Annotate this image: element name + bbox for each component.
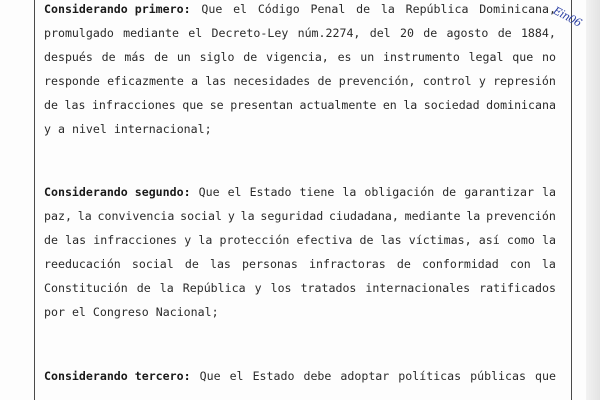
word: la <box>466 209 481 223</box>
word: efectiva <box>296 233 353 247</box>
word: seguridad <box>260 209 324 223</box>
word: políticas <box>398 369 462 383</box>
word: la <box>541 233 556 247</box>
word: internacionales <box>365 281 471 295</box>
word: mediante <box>123 26 179 40</box>
word: y <box>478 74 486 88</box>
word: la <box>77 209 92 223</box>
word: infracciones <box>93 233 178 247</box>
word: reeducación <box>44 257 121 271</box>
word: 20 <box>399 26 414 40</box>
paragraph-line <box>44 183 556 207</box>
word: ratificados <box>479 281 556 295</box>
word: un <box>176 50 191 64</box>
word: Que <box>199 369 221 383</box>
word: República <box>182 281 246 295</box>
paragraph-line <box>44 279 556 303</box>
word: Estado <box>252 369 295 383</box>
right-margin-rule <box>571 0 572 400</box>
word: como <box>506 233 535 247</box>
word: la <box>198 233 213 247</box>
word: a <box>57 122 65 136</box>
word: Estado <box>249 185 292 199</box>
word: garantizar <box>464 185 534 199</box>
word: eficazmente <box>107 74 184 88</box>
word: prevención <box>486 209 556 223</box>
word: así <box>478 233 500 247</box>
word: Que <box>198 185 220 199</box>
word: conformidad <box>421 257 499 271</box>
word: social <box>180 209 222 223</box>
word: el <box>233 2 248 16</box>
word: mediante <box>404 209 461 223</box>
word: las <box>64 98 86 112</box>
word: sociedad <box>423 98 480 112</box>
word: la <box>240 209 255 223</box>
word: un <box>360 50 375 64</box>
word: se <box>209 98 224 112</box>
word: infracciones <box>91 98 176 112</box>
word: de <box>356 2 371 16</box>
word: de <box>442 185 457 199</box>
word: de <box>44 233 58 247</box>
word: 1884, <box>520 26 556 40</box>
paragraph-line <box>44 367 556 391</box>
word: Código <box>257 2 300 16</box>
paragraph-line <box>44 231 556 255</box>
paragraph-considerando-tercero <box>44 367 556 391</box>
word: después <box>44 50 93 64</box>
word: la <box>403 98 418 112</box>
word: por <box>44 305 65 319</box>
word: República <box>405 2 469 16</box>
word: la <box>541 257 556 271</box>
word: de <box>359 233 374 247</box>
word: la <box>159 281 174 295</box>
word: de <box>136 281 151 295</box>
word: debe <box>303 369 332 383</box>
word: y <box>227 209 235 223</box>
word: el <box>227 185 242 199</box>
word: Que <box>201 2 223 16</box>
word: Constitución <box>44 281 128 295</box>
word: convivencia <box>97 209 175 223</box>
word: de <box>154 50 169 64</box>
word: ciudadana, <box>329 209 399 223</box>
paragraph-line <box>44 207 556 231</box>
left-margin-rule <box>34 0 35 400</box>
word: es <box>337 50 352 64</box>
word: tratados <box>300 281 357 295</box>
word: y <box>44 122 51 136</box>
word: que <box>182 98 204 112</box>
word: represión <box>493 74 556 88</box>
word: y <box>184 233 192 247</box>
word: protección <box>219 233 290 247</box>
paragraph-line <box>44 96 556 120</box>
word: infractoras <box>308 257 386 271</box>
word: que <box>512 50 534 64</box>
word: dominicana <box>486 98 556 112</box>
word: Congreso <box>92 305 149 319</box>
word: internacional; <box>113 122 212 136</box>
word: presentan <box>230 98 294 112</box>
word: Dominicana, <box>479 2 556 16</box>
word: con <box>509 257 531 271</box>
word: no <box>541 50 556 64</box>
word: las <box>380 233 402 247</box>
word: las <box>65 233 87 247</box>
word: control <box>422 74 472 88</box>
word: obligación <box>364 185 435 199</box>
paragraph-line <box>44 24 556 48</box>
paragraph-considerando-segundo <box>44 183 556 327</box>
paragraph-line <box>44 120 556 144</box>
word: la <box>380 2 395 16</box>
word: públicas <box>470 369 526 383</box>
paragraph-line <box>44 48 556 72</box>
word: agosto <box>446 26 489 40</box>
word: nivel <box>71 122 107 136</box>
word: del <box>369 26 391 40</box>
word: tiene <box>299 185 335 199</box>
word: el <box>71 305 86 319</box>
word: más <box>124 50 146 64</box>
paragraph-line <box>44 255 556 279</box>
paragraph-heading: Considerando primero: <box>44 2 191 16</box>
word: vigencia, <box>265 50 329 64</box>
word: social <box>131 257 174 271</box>
word: paz, <box>44 209 72 223</box>
word: de <box>44 98 58 112</box>
word: y <box>254 281 262 295</box>
page-edge-shadow <box>586 0 600 400</box>
word: núm.2274, <box>297 26 361 40</box>
word: las <box>209 257 231 271</box>
word: necesidades <box>233 74 311 88</box>
word: víctimas, <box>408 233 472 247</box>
word: la <box>542 185 556 199</box>
word: Nacional; <box>155 305 219 319</box>
word: en <box>382 98 397 112</box>
paragraph-heading: Considerando segundo: <box>44 185 191 199</box>
word: promulgado <box>44 26 114 40</box>
word: los <box>270 281 292 295</box>
word: de <box>243 50 258 64</box>
word: responde <box>44 74 100 88</box>
word: la <box>342 185 357 199</box>
word: de <box>317 74 332 88</box>
word: de <box>184 257 199 271</box>
word: las <box>205 74 227 88</box>
word: personas <box>242 257 298 271</box>
paragraph-line <box>44 0 556 24</box>
word: prevención, <box>338 74 416 88</box>
paragraph-line <box>44 303 556 327</box>
paragraph-line <box>44 72 556 96</box>
handwritten-annotation: Ein06 <box>550 4 584 30</box>
word: a <box>191 74 199 88</box>
word: legal <box>468 50 504 64</box>
word: de <box>396 257 411 271</box>
word: instrumento <box>383 50 460 64</box>
word: siglo <box>199 50 235 64</box>
word: de <box>101 50 116 64</box>
word: adoptar <box>340 369 390 383</box>
word: Penal <box>310 2 346 16</box>
word: el <box>188 26 203 40</box>
paragraph-considerando-primero <box>44 0 556 144</box>
word: Decreto-Ley <box>211 26 289 40</box>
word: de <box>497 26 512 40</box>
word: el <box>229 369 244 383</box>
word: que <box>535 369 556 383</box>
word: actualmente <box>299 98 377 112</box>
word: de <box>423 26 438 40</box>
paragraph-heading: Considerando tercero: <box>44 369 191 383</box>
